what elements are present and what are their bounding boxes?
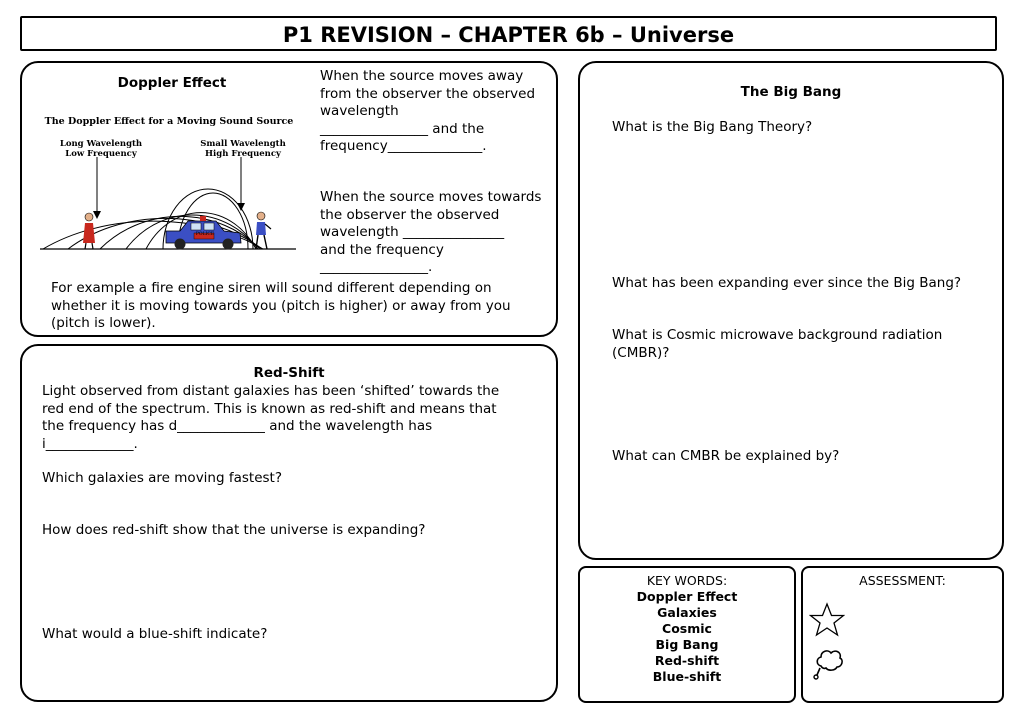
text-line: (CMBR)? (612, 344, 670, 361)
left-person-head (85, 213, 93, 221)
text-line: (pitch is lower). (51, 315, 156, 331)
arrow-left-head (93, 211, 101, 219)
key-word: Doppler Effect (636, 589, 738, 604)
figure-left-label (56, 139, 146, 159)
right-person-body (256, 222, 266, 235)
siren-light (200, 216, 206, 221)
key-word: Red-shift (654, 653, 720, 668)
red-shift-panel (20, 344, 558, 702)
text-line: For example a fire engine siren will sound different depending on (51, 280, 492, 296)
key-word: Blue-shift (652, 669, 722, 684)
doppler-heading: Doppler Effect (117, 75, 227, 91)
doppler-figure-graphic (38, 113, 300, 255)
right-person-head (257, 212, 265, 220)
big-bang-panel (578, 61, 1004, 560)
title-bar (20, 16, 997, 51)
text-line: the observer the observed (320, 206, 500, 223)
key-word: Galaxies (657, 605, 717, 620)
example-text (51, 280, 551, 333)
figure-title: The Doppler Effect for a Moving Sound Source (44, 116, 294, 127)
doppler-effect-panel (20, 61, 558, 337)
text-line: ________________ and the (320, 120, 485, 137)
away-text (320, 68, 556, 156)
text-line: i_____________. (42, 435, 138, 452)
text-line: wavelength _______________ (320, 224, 505, 240)
text-line: What is Cosmic microwave background radiation (612, 327, 943, 343)
text-line: from the observer the observed (320, 85, 536, 102)
key-words-heading (580, 573, 794, 589)
question-fastest-galaxies: Which galaxies are moving fastest? (42, 470, 283, 486)
assessment-panel (801, 566, 1004, 703)
doppler-figure (38, 113, 300, 255)
left-person-body (83, 223, 95, 243)
left-label-line: Low Frequency (65, 149, 137, 159)
text-line: Light observed from distant galaxies has been ‘shifted’ towards the (42, 383, 500, 399)
text-line: When the source moves towards (320, 189, 542, 205)
assessment-heading: ASSESSMENT: (859, 573, 946, 588)
page-title: P1 REVISION – CHAPTER 6b – Universe (282, 23, 735, 47)
car-wheel (175, 239, 186, 250)
question-big-bang-theory: What is the Big Bang Theory? (612, 119, 813, 135)
key-word: Big Bang (655, 637, 719, 652)
thought-bubble-icon (813, 646, 845, 680)
text-line: wavelength (320, 103, 399, 119)
figure-right-label (198, 139, 288, 159)
key-word: Cosmic (662, 621, 712, 636)
question-blue-shift: What would a blue-shift indicate? (42, 626, 268, 642)
red-shift-intro (42, 383, 542, 453)
text-line: frequency______________. (320, 138, 487, 154)
question-expanding: What has been expanding ever since the Big Bang? (612, 275, 962, 291)
question-universe-expanding: How does red-shift show that the universe is expanding? (42, 522, 426, 538)
big-bang-heading: The Big Bang (740, 84, 842, 100)
text-line: When the source moves away (320, 68, 524, 84)
text-line: the frequency has d_____________ and the wavelength has (42, 418, 433, 434)
question-cmbr (612, 327, 992, 362)
left-label-line: Long Wavelength (59, 139, 143, 149)
text-line: whether it is moving towards you (pitch is higher) or away from you (51, 297, 511, 314)
towards-text (320, 189, 556, 277)
car-label: POLICE (195, 232, 215, 237)
star-icon (809, 602, 845, 638)
text-line: red end of the spectrum. This is known as red-shift and means that (42, 400, 497, 417)
question-cmbr-explained: What can CMBR be explained by? (612, 448, 840, 464)
text-line: and the frequency (320, 241, 444, 258)
car-wheel (223, 239, 234, 250)
red-shift-heading: Red-Shift (253, 365, 325, 381)
key-words-panel (578, 566, 796, 703)
key-words-list (580, 589, 794, 685)
text-line: ________________. (320, 259, 433, 275)
key-words-title: KEY WORDS: (646, 573, 728, 588)
right-label-line: Small Wavelength (200, 139, 286, 149)
right-label-line: High Frequency (205, 149, 281, 159)
